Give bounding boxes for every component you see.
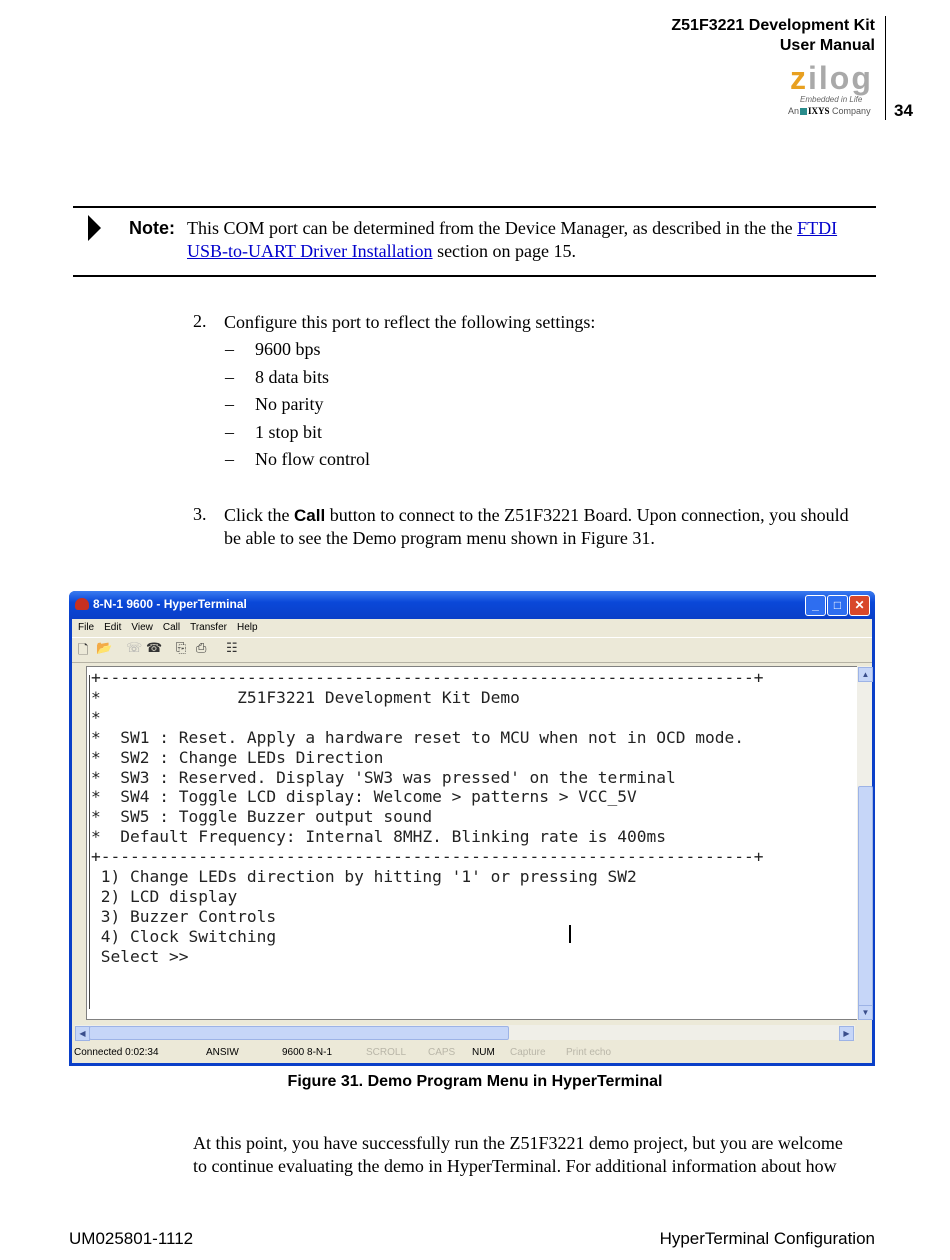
setting-item: 8 data bits	[255, 366, 329, 387]
terminal-line: 1) Change LEDs direction by hitting '1' or pressing SW2	[91, 867, 637, 887]
window-title: 8-N-1 9600 - HyperTerminal	[93, 597, 247, 611]
note-text: This COM port can be determined from the Device Manager, as described in the the FTDI USB-to-UART Driver Installation section on page 15.	[187, 218, 838, 261]
call-keyword: Call	[294, 506, 326, 525]
menu-bar	[72, 619, 872, 637]
status-capture: Capture	[510, 1047, 546, 1058]
header-divider	[885, 16, 886, 120]
note-bottom-rule	[73, 275, 876, 277]
terminal-line: * SW2 : Change LEDs Direction	[91, 747, 384, 767]
logo-tagline: Embedded in Life	[800, 95, 863, 104]
terminal-line: Select >>	[91, 946, 189, 966]
terminal-line: 2) LCD display	[91, 886, 238, 906]
send-icon[interactable]: ⎘	[176, 641, 187, 656]
status-bar	[72, 1042, 872, 1063]
properties-icon[interactable]: ☷	[226, 641, 238, 656]
menu-transfer[interactable]: Transfer	[190, 622, 227, 633]
receive-icon[interactable]: ⎙	[196, 641, 207, 656]
note-arrow-icon	[88, 215, 101, 241]
bullet-dash: –	[225, 394, 234, 414]
status-connected: Connected 0:02:34	[74, 1047, 159, 1058]
status-emulation: ANSIW	[206, 1047, 239, 1058]
vertical-scroll-thumb[interactable]	[858, 786, 873, 1008]
scroll-down-icon[interactable]: ▼	[858, 1005, 873, 1020]
text-cursor	[569, 925, 571, 943]
hyperterminal-window	[69, 591, 875, 1066]
toolbar	[72, 637, 872, 663]
logo-ixys-line: An IXYS Company	[788, 106, 871, 116]
ftdi-link-continued[interactable]: USB-to-UART Driver Installation	[187, 241, 433, 261]
menu-call[interactable]: Call	[162, 622, 181, 633]
footer-doc-id: UM025801-1112	[69, 1229, 194, 1248]
terminal-line: 4) Clock Switching	[91, 926, 277, 946]
step-2-text: Configure this port to reflect the following settings:	[224, 312, 596, 332]
note-top-rule	[73, 206, 876, 208]
title-line-2: User Manual	[779, 37, 875, 54]
window-body	[72, 619, 872, 1063]
terminal-output	[91, 668, 763, 967]
setting-item: No flow control	[255, 449, 370, 469]
terminal-line: +-------------------------------------------------------------------+	[91, 668, 764, 687]
status-num: NUM	[472, 1047, 495, 1058]
vertical-scrollbar[interactable]	[857, 666, 872, 1020]
terminal-line: 3) Buzzer Controls	[91, 906, 277, 926]
new-icon[interactable]: 🗋	[78, 643, 89, 658]
menu-help[interactable]: Help	[236, 622, 258, 633]
setting-item: 1 stop bit	[255, 421, 323, 442]
ixys-square-icon	[800, 108, 807, 115]
status-print-echo: Print echo	[566, 1047, 612, 1058]
menu-edit[interactable]: Edit	[104, 622, 122, 633]
open-icon[interactable]: 📂	[96, 641, 113, 656]
window-titlebar[interactable]	[69, 591, 875, 619]
terminal-line: * Default Frequency: Internal 8MHZ. Blinking rate is 400ms	[91, 827, 666, 847]
terminal-screen[interactable]	[86, 666, 858, 1020]
status-port: 9600 8-N-1	[282, 1047, 333, 1058]
phone-icon[interactable]: ☏	[126, 641, 143, 656]
step-3-text: Click the Call button to connect to the Z51F3221 Board. Upon connection, you should be able to see the Demo program menu shown in Figure 31.	[224, 505, 849, 548]
terminal-line: * SW4 : Toggle LCD display: Welcome > patterns > VCC_5V	[91, 787, 637, 807]
step-2-number: 2.	[193, 311, 207, 331]
bullet-dash: –	[225, 366, 234, 387]
terminal-line: +-------------------------------------------------------------------+	[91, 847, 764, 867]
terminal-line: * SW1 : Reset. Apply a hardware reset to MCU when not in OCD mode.	[91, 727, 744, 747]
terminal-line: * SW5 : Toggle Buzzer output sound	[91, 807, 433, 827]
terminal-line: * Z51F3221 Development Kit Demo	[91, 687, 520, 707]
status-caps: CAPS	[428, 1047, 456, 1058]
bullet-dash: –	[225, 421, 234, 442]
step-3-number: 3.	[193, 504, 207, 524]
setting-item: No parity	[255, 394, 324, 414]
minimize-button[interactable]: _	[805, 595, 826, 616]
disconnect-icon[interactable]: ☎	[146, 641, 163, 656]
setting-item: 9600 bps	[255, 339, 321, 359]
terminal-left-border	[89, 675, 90, 1009]
title-line-1: Z51F3221 Development Kit	[671, 17, 875, 34]
menu-file[interactable]: File	[78, 622, 95, 633]
bullet-dash: –	[225, 339, 234, 359]
terminal-line: *	[91, 707, 101, 727]
horizontal-scroll-thumb[interactable]	[89, 1026, 509, 1040]
menu-view[interactable]: View	[131, 622, 153, 633]
bullet-dash: –	[225, 449, 234, 469]
zilog-logo	[786, 60, 880, 122]
ftdi-link[interactable]: FTDI	[797, 218, 838, 238]
logo-wordmark: zilog	[790, 60, 873, 96]
status-scroll: SCROLL	[366, 1047, 407, 1058]
close-button[interactable]: ✕	[849, 595, 870, 616]
hyperterminal-icon	[75, 598, 89, 610]
page-number: 34	[894, 101, 913, 120]
footer-section: HyperTerminal Configuration	[659, 1229, 875, 1248]
horizontal-scrollbar[interactable]	[75, 1025, 855, 1040]
scroll-left-icon[interactable]: ◀	[75, 1026, 90, 1041]
body-paragraph: At this point, you have successfully run the Z51F3221 demo project, but you are welcome to continue evaluating the demo in HyperTerminal. For additional information about how	[193, 1133, 843, 1176]
maximize-button[interactable]: □	[827, 595, 848, 616]
scroll-up-icon[interactable]: ▲	[858, 667, 873, 682]
note-label: Note:	[129, 218, 175, 238]
scroll-right-icon[interactable]: ▶	[839, 1026, 854, 1041]
terminal-line: * SW3 : Reserved. Display 'SW3 was pressed' on the terminal	[91, 767, 676, 787]
document-title	[671, 16, 875, 56]
figure-caption: Figure 31. Demo Program Menu in HyperTerminal	[287, 1073, 663, 1090]
